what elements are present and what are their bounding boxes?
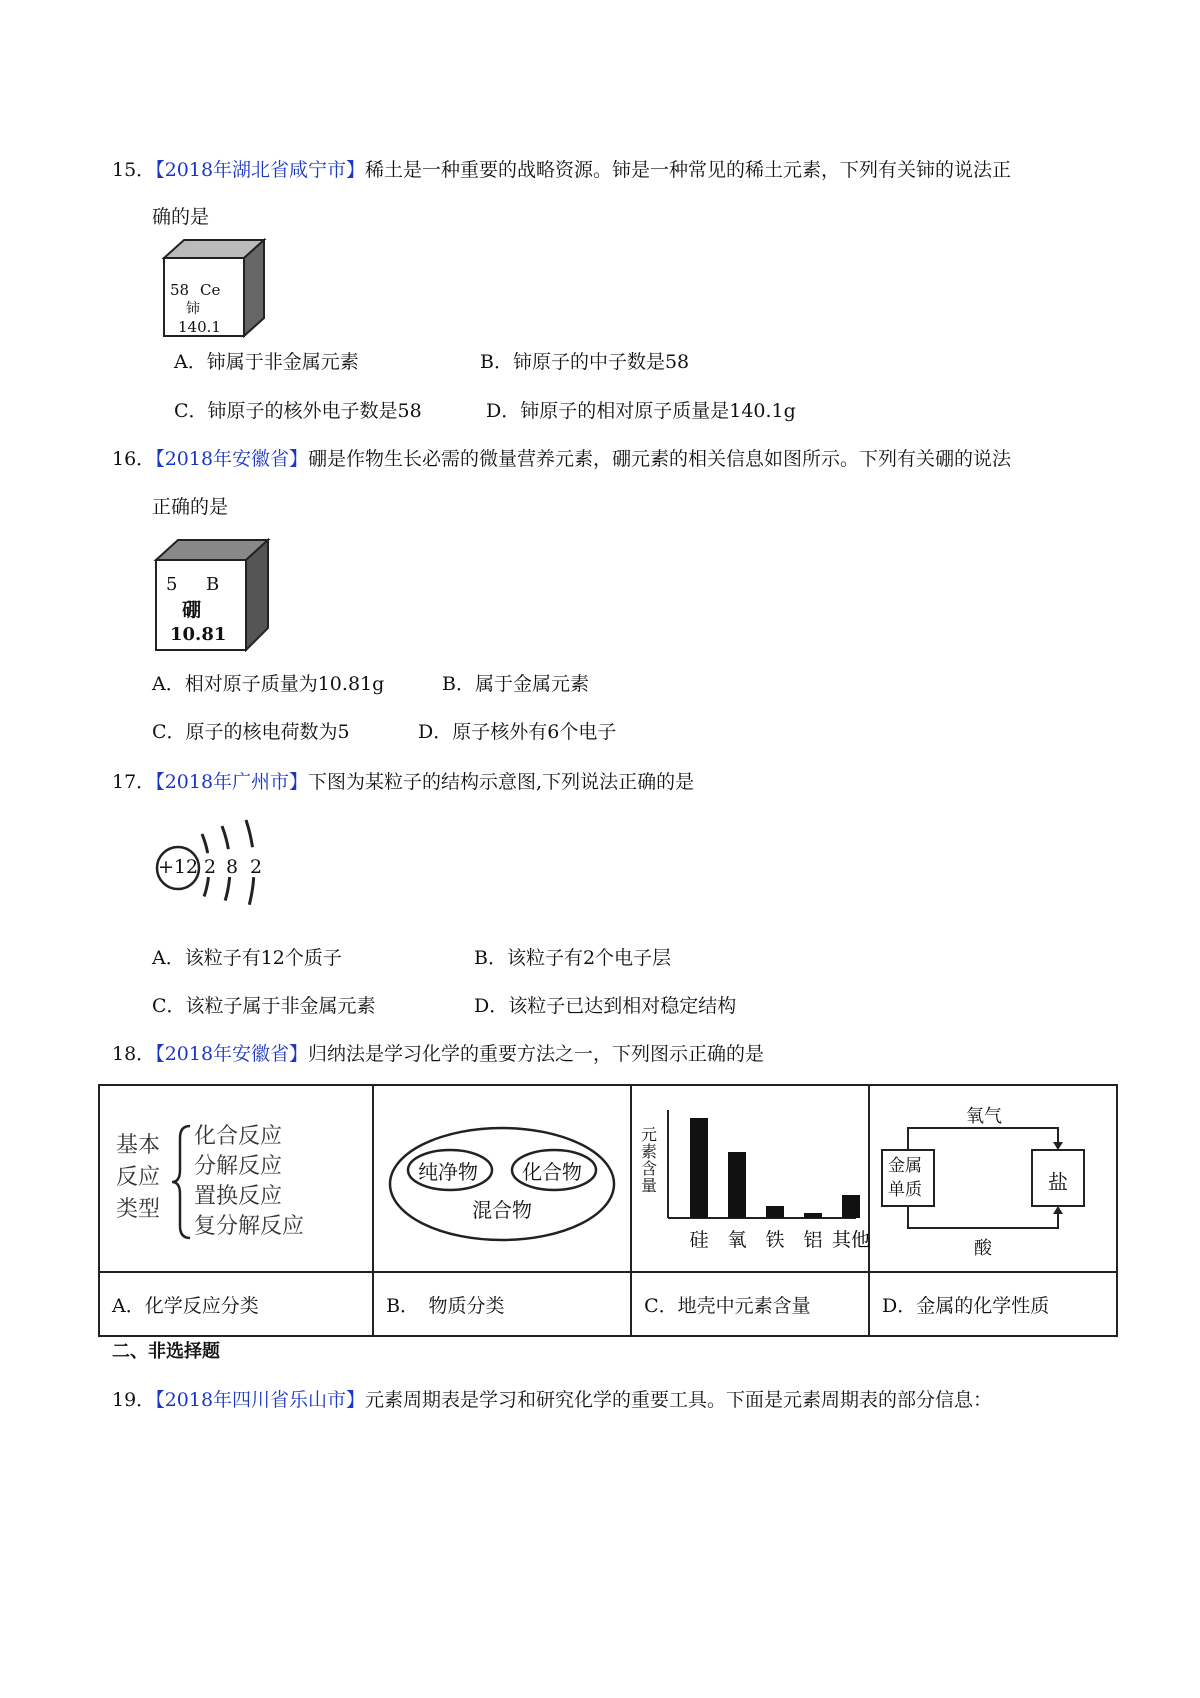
q18-caption-c: C．地壳中元素含量 <box>631 1272 869 1336</box>
q19-number: 19． <box>112 1389 156 1411</box>
q15-stem: 稀土是一种重要的战略资源。铈是一种常见的稀土元素，下列有关铈的说法正 <box>365 159 1012 181</box>
q16-cell-symbol: B <box>206 574 220 595</box>
q18-c-bar-3 <box>766 1206 784 1218</box>
q15-option-c: C．铈原子的核外电子数是58 <box>174 400 422 422</box>
q16-stem: 硼是作物生长必需的微量营养元素，硼元素的相关信息如图所示。下列有关硼的说法 <box>308 448 1012 470</box>
q18-c-category-2: 氧 <box>727 1229 747 1251</box>
q18-number: 18． <box>112 1043 156 1065</box>
q16-number: 16． <box>112 448 156 470</box>
q18-a-left-2: 反应 <box>116 1165 161 1190</box>
q18-caption-d: D．金属的化学性质 <box>869 1272 1117 1336</box>
q17-shell-2: 8 <box>226 856 239 878</box>
q16-cell-name: 硼 <box>182 599 202 621</box>
q17-option-c: C．该粒子属于非金属元素 <box>152 995 376 1017</box>
q18-a-item-4: 复分解反应 <box>194 1214 305 1239</box>
q18-caption-b: B． 物质分类 <box>373 1272 631 1336</box>
q16-option-c: C．原子的核电荷数为5 <box>152 721 350 743</box>
q18-figure-b <box>373 1085 631 1272</box>
q16-option-d: D．原子核外有6个电子 <box>418 721 617 743</box>
q18-c-category-1: 硅 <box>689 1229 709 1251</box>
q18-c-category-5: 其他 <box>832 1229 871 1251</box>
q18-a-item-1: 化合反应 <box>194 1124 283 1149</box>
q17-number: 17． <box>112 771 156 793</box>
q18-a-item-2: 分解反应 <box>194 1154 283 1179</box>
q15-cell-symbol: Ce <box>200 281 221 299</box>
q15-cell-number: 58 <box>170 281 190 299</box>
q16-cell-number: 5 <box>166 574 178 595</box>
q18-c-ylabel: 元素含量 <box>641 1125 658 1195</box>
q17-option-b: B．该粒子有2个电子层 <box>474 947 672 969</box>
q19-source: 【2018年四川省乐山市】 <box>155 1389 366 1411</box>
section-heading: 二、非选择题 <box>112 1341 220 1362</box>
q18-stem-line1 <box>112 1042 764 1066</box>
q17-shell-1: 2 <box>204 856 217 878</box>
q18-a-item-3: 置换反应 <box>194 1184 283 1209</box>
q18-c-bar-2 <box>728 1152 746 1218</box>
q15-stem-line1 <box>112 158 1011 182</box>
q18-d-top-label: 氧气 <box>965 1106 1002 1127</box>
q15-stem-line2: 确的是 <box>152 206 210 228</box>
q16-cell-mass: 10.81 <box>170 624 227 645</box>
q18-figure-a <box>99 1085 373 1272</box>
q18-c-category-4: 铝 <box>803 1229 823 1251</box>
q17-option-d: D．该粒子已达到相对稳定结构 <box>474 995 737 1017</box>
q18-options-table <box>98 1084 1118 1337</box>
q17-source: 【2018年广州市】 <box>155 771 309 793</box>
q15-option-d: D．铈原子的相对原子质量是140.1g <box>486 400 796 422</box>
q17-nucleus-charge: +12 <box>158 856 199 878</box>
q18-d-left-label: 金属单质 <box>887 1156 922 1200</box>
q18-caption-a: A．化学反应分类 <box>99 1272 373 1336</box>
q16-option-a: A．相对原子质量为10.81g <box>152 673 385 695</box>
q17-option-a: A．该粒子有12个质子 <box>152 947 342 969</box>
q16-stem-line2: 正确的是 <box>152 496 229 518</box>
q18-c-bar-4 <box>804 1213 822 1218</box>
q18-source: 【2018年安徽省】 <box>155 1043 309 1065</box>
q18-d-right-label: 盐 <box>1047 1170 1068 1194</box>
q18-figure-c <box>631 1085 869 1272</box>
q17-stem-line1 <box>112 770 694 794</box>
q15-option-a: A．铈属于非金属元素 <box>174 351 359 373</box>
q15-cell-mass: 140.1 <box>178 318 221 336</box>
q19-stem: 元素周期表是学习和研究化学的重要工具。下面是元素周期表的部分信息： <box>365 1389 993 1411</box>
q16-source: 【2018年安徽省】 <box>155 448 309 470</box>
q16-option-b: B．属于金属元素 <box>442 673 589 695</box>
q18-b-outer: 混合物 <box>472 1198 533 1222</box>
q18-c-bar-chart <box>660 1106 871 1262</box>
q18-c-bar-5 <box>842 1195 860 1218</box>
q17-shell-3: 2 <box>250 856 263 878</box>
q18-d-bottom-label: 酸 <box>973 1238 992 1259</box>
q18-stem: 归纳法是学习化学的重要方法之一，下列图示正确的是 <box>308 1043 765 1065</box>
q15-number: 15． <box>112 159 156 181</box>
q15-option-b: B．铈原子的中子数是58 <box>480 351 690 373</box>
q17-stem: 下图为某粒子的结构示意图,下列说法正确的是 <box>308 771 695 793</box>
q18-b-inner-1: 纯净物 <box>418 1160 479 1184</box>
q16-stem-line1 <box>112 447 1011 471</box>
q18-b-inner-2: 化合物 <box>522 1160 583 1184</box>
q19-stem-line1 <box>112 1388 992 1412</box>
q18-c-bar-1 <box>690 1118 708 1218</box>
q18-figure-d <box>869 1085 1117 1272</box>
q15-cell-name: 铈 <box>186 301 200 317</box>
q18-a-brace <box>168 1122 194 1242</box>
q18-a-left-1: 基本 <box>116 1133 161 1158</box>
q18-c-category-3: 铁 <box>765 1229 785 1251</box>
q15-source: 【2018年湖北省咸宁市】 <box>155 159 366 181</box>
q18-a-left-3: 类型 <box>116 1197 161 1222</box>
